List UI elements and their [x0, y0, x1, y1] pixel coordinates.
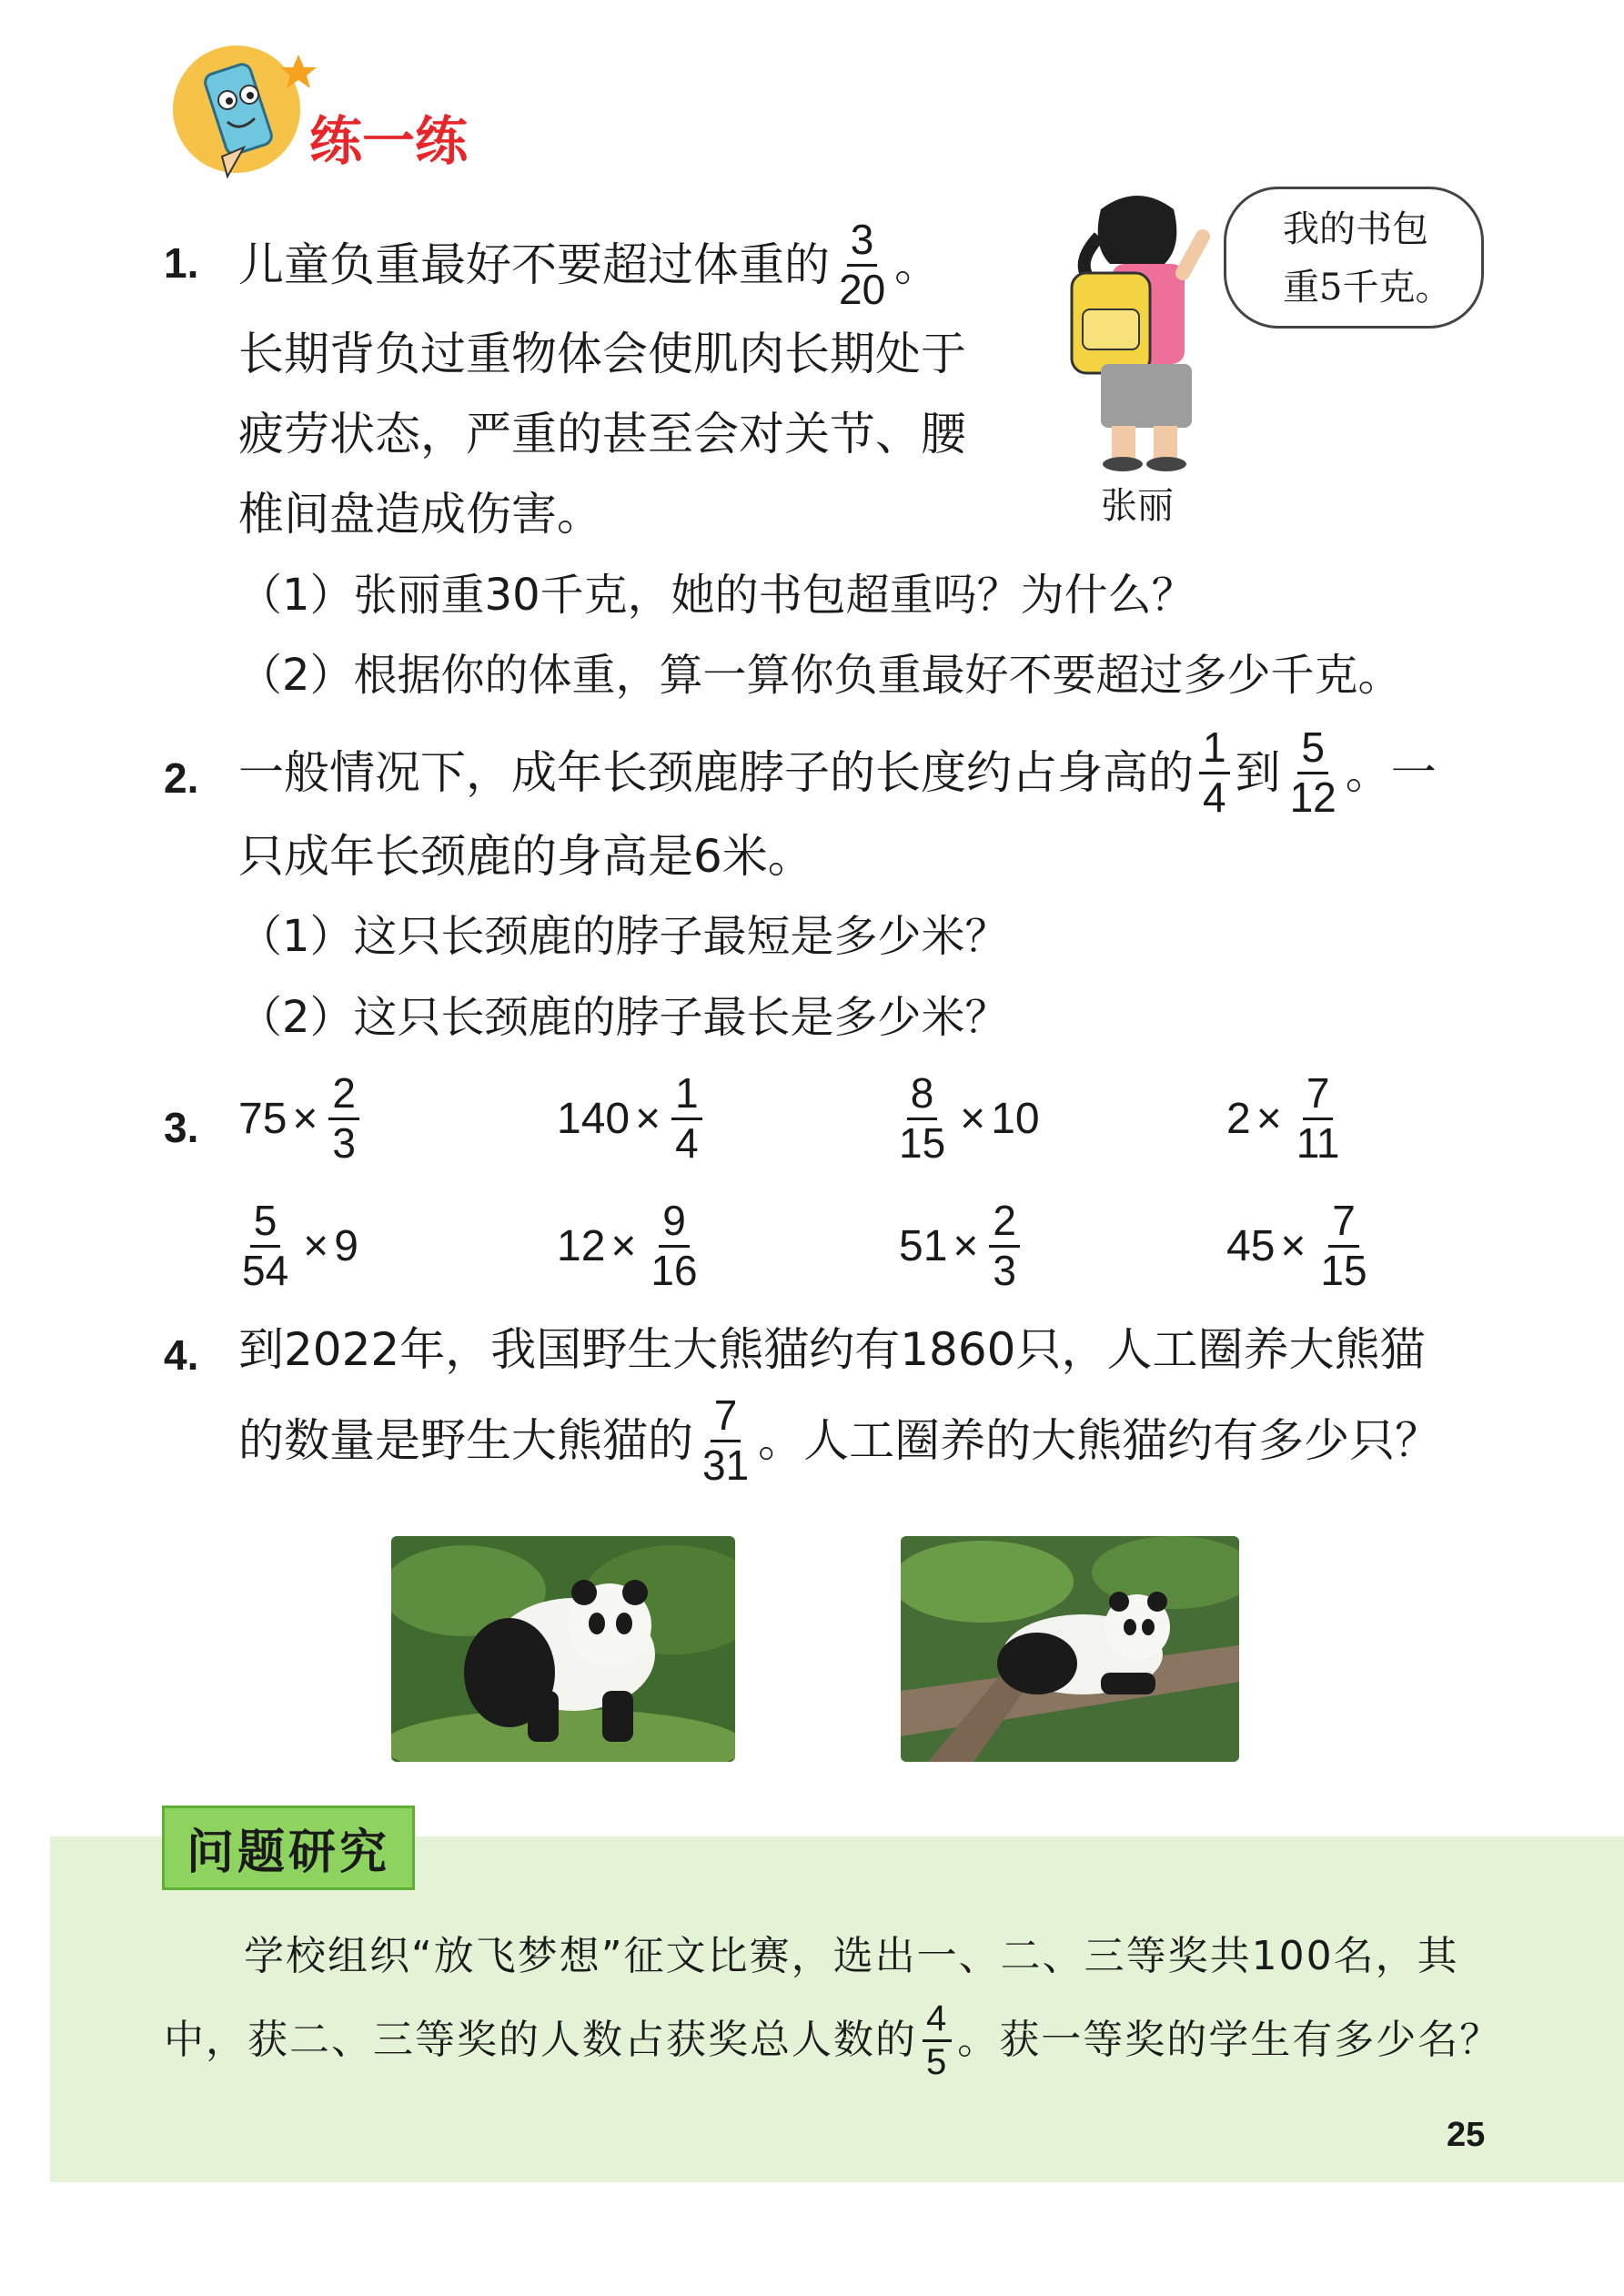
times-sign: ×	[303, 1221, 329, 1270]
q2-fraction2	[1286, 724, 1340, 821]
q3-e4-numerator: 7	[1303, 1070, 1334, 1120]
q3-expr-8	[1226, 1198, 1377, 1294]
q3-e6-a: 12	[557, 1221, 606, 1270]
q2-frac2-numerator: 5	[1297, 724, 1328, 774]
q3-e2-numerator: 1	[671, 1070, 702, 1120]
q3-e5-numerator: 5	[250, 1198, 281, 1248]
q2-frac2-denominator: 12	[1289, 773, 1337, 821]
q3-expr-4	[1226, 1070, 1349, 1167]
times-sign: ×	[635, 1094, 661, 1143]
q1-fraction	[835, 217, 889, 313]
q4-line1: 到2022年，我国野生大熊猫约有1860只，人工圈养大熊猫	[238, 1323, 1426, 1376]
times-sign: ×	[960, 1094, 986, 1143]
q3-e3-frac	[895, 1070, 949, 1167]
q2-number: 2.	[164, 754, 199, 802]
bubble-line2: 重5千克。	[1283, 267, 1452, 308]
research-fraction	[923, 1998, 952, 2083]
q3-expr-7	[899, 1198, 1025, 1294]
q1-line1-end: 。	[894, 238, 941, 292]
q1-number: 1.	[164, 239, 199, 287]
research-line1: 学校组织“放飞梦想”征文比赛，选出一、二、三等奖共100名，其	[244, 1933, 1459, 1979]
q1-sub2: （2）根据你的体重，算一算你负重最好不要超过多少千克。	[238, 650, 1402, 701]
research-tag: 问题研究	[162, 1805, 415, 1890]
q2-mid: 到	[1235, 746, 1281, 800]
q1-frac-denominator: 20	[839, 265, 886, 313]
q3-e7-a: 51	[899, 1221, 948, 1270]
q3-number: 3.	[164, 1104, 199, 1151]
q3-expr-1	[238, 1070, 365, 1167]
q3-e6-frac	[647, 1198, 701, 1294]
times-sign: ×	[292, 1094, 318, 1143]
q1-line4: 椎间盘造成伤害。	[238, 488, 602, 541]
section-title: 练一练	[309, 110, 469, 172]
q3-e5-frac	[238, 1198, 292, 1294]
q2-sub2: （2）这只长颈鹿的脖子最长是多少米？	[238, 992, 1009, 1043]
q4-frac-denominator: 31	[702, 1441, 750, 1489]
q3-e4-denominator: 11	[1296, 1118, 1340, 1167]
q3-e8-denominator: 15	[1320, 1246, 1367, 1294]
q3-e7-denominator: 3	[993, 1246, 1017, 1294]
q4-line2-text: 的数量是野生大熊猫的	[238, 1414, 693, 1468]
q2-frac1-numerator: 1	[1199, 724, 1230, 774]
q3-e2-denominator: 4	[675, 1118, 699, 1167]
q3-e3-b: 10	[991, 1094, 1040, 1143]
research-line2	[164, 1998, 1501, 2083]
q3-expr-6	[557, 1198, 707, 1294]
q3-e7-frac	[989, 1198, 1020, 1294]
q3-e5-denominator: 54	[242, 1246, 289, 1294]
q3-e2-a: 140	[557, 1094, 630, 1143]
q3-e8-numerator: 7	[1328, 1198, 1359, 1248]
q2-line1-end: 。一	[1345, 746, 1437, 800]
q3-expr-2	[557, 1070, 708, 1167]
q2-line1-text: 一般情况下，成年长颈鹿脖子的长度约占身高的	[238, 746, 1194, 800]
panda-photo-resting	[901, 1536, 1239, 1762]
q1-frac-numerator: 3	[847, 217, 878, 267]
q3-e1-a: 75	[238, 1094, 287, 1143]
q4-line2-end: 。人工圈养的大熊猫约有多少只？	[758, 1414, 1441, 1468]
q4-line2	[238, 1392, 1440, 1489]
times-sign: ×	[953, 1221, 979, 1270]
q4-fraction	[699, 1392, 752, 1489]
q3-e5-b: 9	[334, 1221, 358, 1270]
q3-e6-denominator: 16	[651, 1246, 698, 1294]
panda-photo-standing	[391, 1536, 735, 1762]
q3-e3-numerator: 8	[907, 1070, 938, 1120]
q3-expr-5	[233, 1198, 358, 1294]
q3-e3-denominator: 15	[899, 1118, 946, 1167]
q3-e2-frac	[671, 1070, 702, 1167]
pencil-mascot-icon	[162, 35, 317, 180]
bubble-line1: 我的书包	[1283, 208, 1428, 250]
q2-frac1-denominator: 4	[1203, 773, 1226, 821]
q4-frac-numerator: 7	[711, 1392, 741, 1442]
q3-e7-numerator: 2	[989, 1198, 1020, 1248]
q3-expr-3	[890, 1070, 1040, 1167]
q1-line2: 长期背负过重物体会使肌肉长期处于	[238, 328, 966, 380]
research-frac-numerator: 4	[923, 1998, 952, 2042]
q2-sub1: （1）这只长颈鹿的脖子最短是多少米？	[238, 911, 1009, 962]
times-sign: ×	[1256, 1094, 1282, 1143]
girl-illustration	[1046, 182, 1228, 473]
q3-e8-frac	[1316, 1198, 1370, 1294]
girl-name-label: 张丽	[1101, 485, 1174, 527]
research-line2-text: 中，获二、三等奖的人数占获奖总人数的	[164, 2017, 917, 2064]
q3-e1-frac	[328, 1070, 359, 1167]
q4-number: 4.	[164, 1331, 199, 1379]
q3-e1-numerator: 2	[328, 1070, 359, 1120]
q3-e4-frac	[1293, 1070, 1344, 1167]
page-number: 25	[1447, 2116, 1486, 2154]
times-sign: ×	[610, 1221, 637, 1270]
research-line2-end: 。获一等奖的学生有多少名？	[957, 2017, 1502, 2064]
q1-sub1: （1）张丽重30千克，她的书包超重吗？为什么？	[238, 570, 1195, 621]
q1-line3: 疲劳状态，严重的甚至会对关节、腰	[238, 408, 966, 460]
q2-line2: 只成年长颈鹿的身高是6米。	[238, 830, 813, 883]
times-sign: ×	[1280, 1221, 1306, 1270]
q3-e4-a: 2	[1226, 1094, 1251, 1143]
q3-e8-a: 45	[1226, 1221, 1276, 1270]
q1-line1-text: 儿童负重最好不要超过体重的	[238, 238, 830, 292]
q3-e6-numerator: 9	[659, 1198, 690, 1248]
q1-line1	[238, 217, 940, 313]
q2-fraction1	[1199, 724, 1230, 821]
q3-e1-denominator: 3	[332, 1118, 357, 1167]
research-frac-denominator: 5	[926, 2041, 949, 2082]
q2-line1	[238, 724, 1437, 821]
